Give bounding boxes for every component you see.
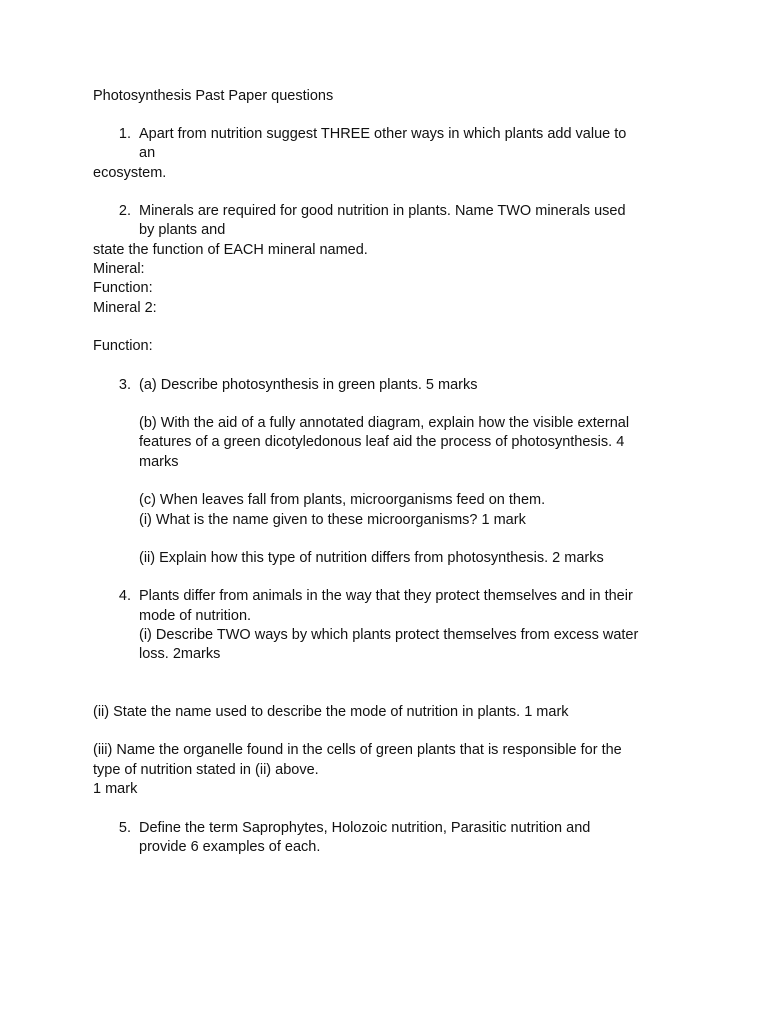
- question-3b-text-line-1: (b) With the aid of a fully annotated diagram, explain how the visible external: [139, 415, 630, 431]
- question-3b-text-line-2: features of a green dicotyledonous leaf aid the process of photosynthesis. 4: [139, 434, 625, 450]
- question-4-iii-text-line-3: 1 mark: [93, 781, 138, 797]
- question-3c-i-text: (i) What is the name given to these microorganisms? 1 mark: [139, 512, 526, 528]
- question-4-text-line-2: mode of nutrition.: [139, 608, 252, 624]
- question-2-text-line-1: Minerals are required for good nutrition in plants. Name TWO minerals used: [139, 203, 626, 219]
- question-1-number: 1.: [118, 126, 131, 142]
- question-4-i-text-line-2: loss. 2marks: [139, 646, 221, 662]
- question-4-i-text-line-1: (i) Describe TWO ways by which plants protect themselves from excess water: [139, 627, 639, 643]
- function-1-label: Function:: [93, 280, 153, 296]
- question-3c-text: (c) When leaves fall from plants, microorganisms feed on them.: [139, 492, 546, 508]
- question-5-text-line-2: provide 6 examples of each.: [139, 839, 321, 855]
- question-3b-text-line-3: marks: [139, 454, 179, 470]
- question-4-ii-text: (ii) State the name used to describe the mode of nutrition in plants. 1 mark: [93, 704, 569, 720]
- question-5-number: 5.: [118, 820, 131, 836]
- question-4-iii-text-line-1: (iii) Name the organelle found in the cells of green plants that is responsible for the: [93, 742, 622, 758]
- question-4-iii-text-line-2: type of nutrition stated in (ii) above.: [93, 762, 319, 778]
- mineral-1-label: Mineral:: [93, 261, 145, 277]
- question-2-text-line-3: state the function of EACH mineral named.: [93, 242, 368, 258]
- question-5-text-line-1: Define the term Saprophytes, Holozoic nutrition, Parasitic nutrition and: [139, 820, 591, 836]
- question-1-text-line-2: an: [139, 145, 156, 161]
- question-3a-text: (a) Describe photosynthesis in green plants. 5 marks: [139, 377, 478, 393]
- document-title: Photosynthesis Past Paper questions: [93, 88, 334, 104]
- question-3c-ii-text: (ii) Explain how this type of nutrition differs from photosynthesis. 2 marks: [139, 550, 604, 566]
- question-1-text-line-1: Apart from nutrition suggest THREE other ways in which plants add value to: [139, 126, 627, 142]
- function-2-label: Function:: [93, 338, 153, 354]
- question-2-text-line-2: by plants and: [139, 222, 226, 238]
- question-2-number: 2.: [118, 203, 131, 219]
- mineral-2-label: Mineral 2:: [93, 300, 157, 316]
- question-4-number: 4.: [118, 588, 131, 604]
- question-1-text-line-3: ecosystem.: [93, 165, 167, 181]
- question-4-text-line-1: Plants differ from animals in the way that they protect themselves and in their: [139, 588, 633, 604]
- question-3-number: 3.: [118, 377, 131, 393]
